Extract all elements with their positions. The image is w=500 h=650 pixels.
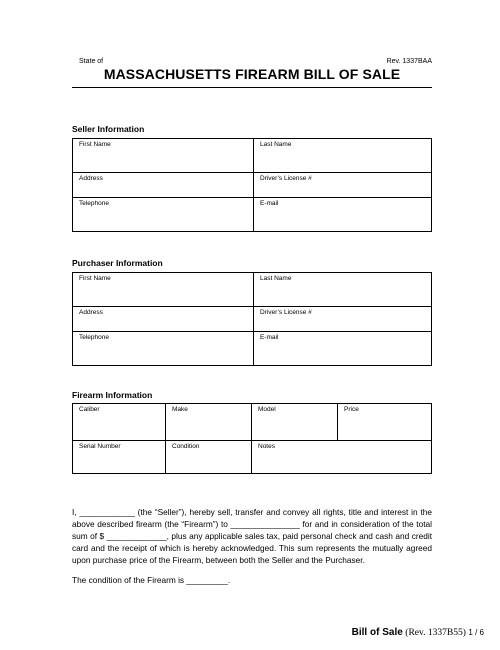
title-rule xyxy=(72,87,432,88)
agreement-paragraph: I, ____________ (the “Seller”), hereby sell, transfer and convey all rights, title and interest in the above described firearm (the “Firearm”) to _______________ for and in consideration of the total sum of $ _____________, plus any applicable sales tax, paid personal check and cash and credit card and the receipt of which is hereby acknowledged. This sum represents the mutually agreed upon purchase price of the Firearm, between both the Seller and the Purchaser. xyxy=(72,507,432,565)
seller-telephone-field[interactable] xyxy=(73,198,254,231)
field-label: Address xyxy=(79,309,103,316)
seller-email-field[interactable] xyxy=(254,198,431,231)
footer-revision: (Rev. 1337B55) xyxy=(405,628,466,638)
field-label: Last Name xyxy=(260,275,292,282)
field-label: Driver’s License # xyxy=(260,175,312,182)
field-label: E-mail xyxy=(260,200,279,207)
field-label: Driver’s License # xyxy=(260,309,312,316)
firearm-table xyxy=(72,403,432,474)
page-number: 1 / 6 xyxy=(468,628,484,637)
purchaser-telephone-field[interactable] xyxy=(73,332,254,365)
footer-title: Bill of Sale xyxy=(351,627,403,638)
revision-label: Rev. 1337BAA xyxy=(386,58,432,65)
field-label: Condition xyxy=(172,443,200,450)
purchaser-address-field[interactable] xyxy=(73,307,254,332)
field-label: First Name xyxy=(79,275,111,282)
condition-statement: The condition of the Firearm is _________. xyxy=(72,575,231,585)
purchaser-drivers-license-field[interactable] xyxy=(254,307,431,332)
field-label: Price xyxy=(344,406,359,413)
purchaser-table xyxy=(72,272,432,366)
firearm-serial-number-field[interactable] xyxy=(73,441,166,473)
field-label: Make xyxy=(172,406,188,413)
seller-table xyxy=(72,138,432,232)
seller-drivers-license-field[interactable] xyxy=(254,173,431,198)
field-label: Telephone xyxy=(79,200,109,207)
seller-address-field[interactable] xyxy=(73,173,254,198)
state-of-label: State of xyxy=(79,58,104,65)
seller-heading: Seller Information xyxy=(72,124,145,134)
field-label: First Name xyxy=(79,141,111,148)
firearm-condition-field[interactable] xyxy=(166,441,252,473)
firearm-make-field[interactable] xyxy=(166,404,252,441)
seller-last-name-field[interactable] xyxy=(254,139,431,173)
field-label: Telephone xyxy=(79,334,109,341)
firearm-model-field[interactable] xyxy=(252,404,338,441)
field-label: Notes xyxy=(258,443,275,450)
document-title: MASSACHUSETTS FIREARM BILL OF SALE xyxy=(103,66,401,82)
firearm-price-field[interactable] xyxy=(338,404,431,441)
field-label: Model xyxy=(258,406,276,413)
field-label: Serial Number xyxy=(79,443,121,450)
field-label: Caliber xyxy=(79,406,100,413)
field-label: Last Name xyxy=(260,141,292,148)
purchaser-first-name-field[interactable] xyxy=(73,273,254,307)
firearm-heading: Firearm Information xyxy=(72,390,153,400)
page-footer xyxy=(352,627,484,638)
firearm-caliber-field[interactable] xyxy=(73,404,166,441)
purchaser-heading: Purchaser Information xyxy=(72,258,163,268)
seller-first-name-field[interactable] xyxy=(73,139,254,173)
field-label: E-mail xyxy=(260,334,279,341)
firearm-notes-field[interactable] xyxy=(252,441,431,473)
purchaser-last-name-field[interactable] xyxy=(254,273,431,307)
purchaser-email-field[interactable] xyxy=(254,332,431,365)
field-label: Address xyxy=(79,175,103,182)
